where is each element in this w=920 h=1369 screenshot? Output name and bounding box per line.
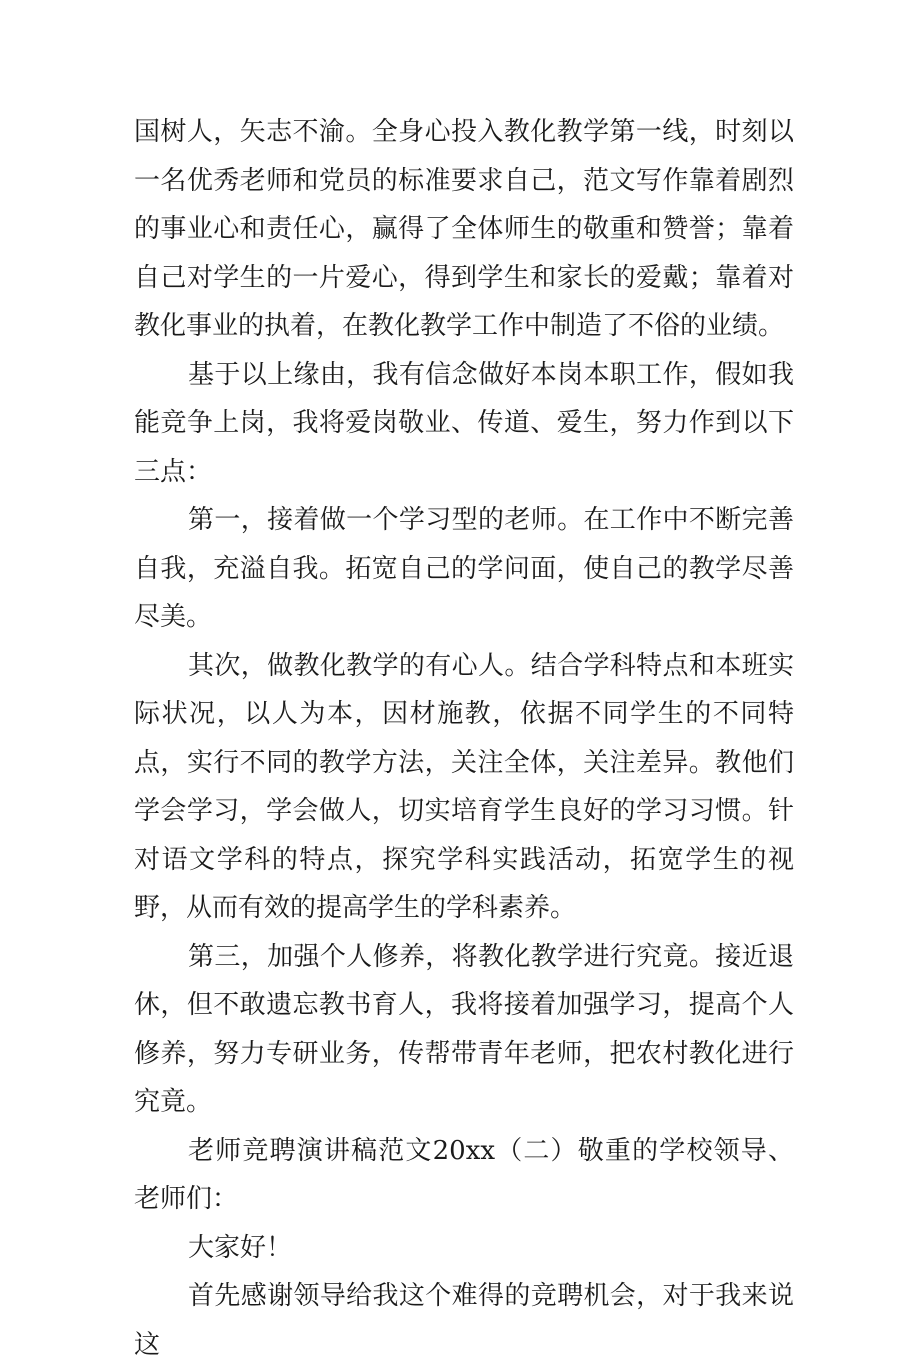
document-body	[134, 108, 794, 1369]
paragraph-speech-title: 老师竞聘演讲稿范文20xx（二）敬重的学校领导、老师们：	[134, 1135, 794, 1214]
paragraph-continuation: 国树人，矢志不渝。全身心投入教化教学第一线，时刻以一名优秀老师和党员的标准要求自己，范文写作靠着剧烈的事业心和责任心，赢得了全体师生的敬重和赞誉；靠着自己对学生的一片爱心，得到学生和家长的爱戴；靠着对教化事业的执着，在教化教学工作中制造了不俗的业绩。	[134, 117, 794, 341]
paragraph-point-third: 第三，加强个人修养，将教化教学进行究竟。接近退休，但不敢遗忘教书育人，我将接着加强学习，提高个人修养，努力专研业务，传帮带青年老师，把农村教化进行究竟。	[134, 941, 794, 1117]
paragraph-point-first: 第一，接着做一个学习型的老师。在工作中不断完善自我，充溢自我。拓宽自己的学问面，使自己的教学尽善尽美。	[134, 505, 794, 632]
paragraph-point-second: 其次，做教化教学的有心人。结合学科特点和本班实际状况，以人为本，因材施教，依据不同学生的不同特点，实行不同的教学方法，关注全体，关注差异。教他们学会学习，学会做人，切实培育学生良好的学习习惯。针对语文学科的特点，探究学科实践活动，拓宽学生的视野，从而有效的提高学生的学科素养。	[134, 650, 794, 923]
paragraph-opening: 首先感谢领导给我这个难得的竞聘机会，对于我来说这	[134, 1281, 794, 1360]
paragraph-greeting: 大家好！	[188, 1232, 293, 1263]
paragraph-reasons: 基于以上缘由，我有信念做好本岗本职工作，假如我能竞争上岗，我将爱岗敬业、传道、爱生，努力作到以下三点：	[134, 359, 794, 487]
